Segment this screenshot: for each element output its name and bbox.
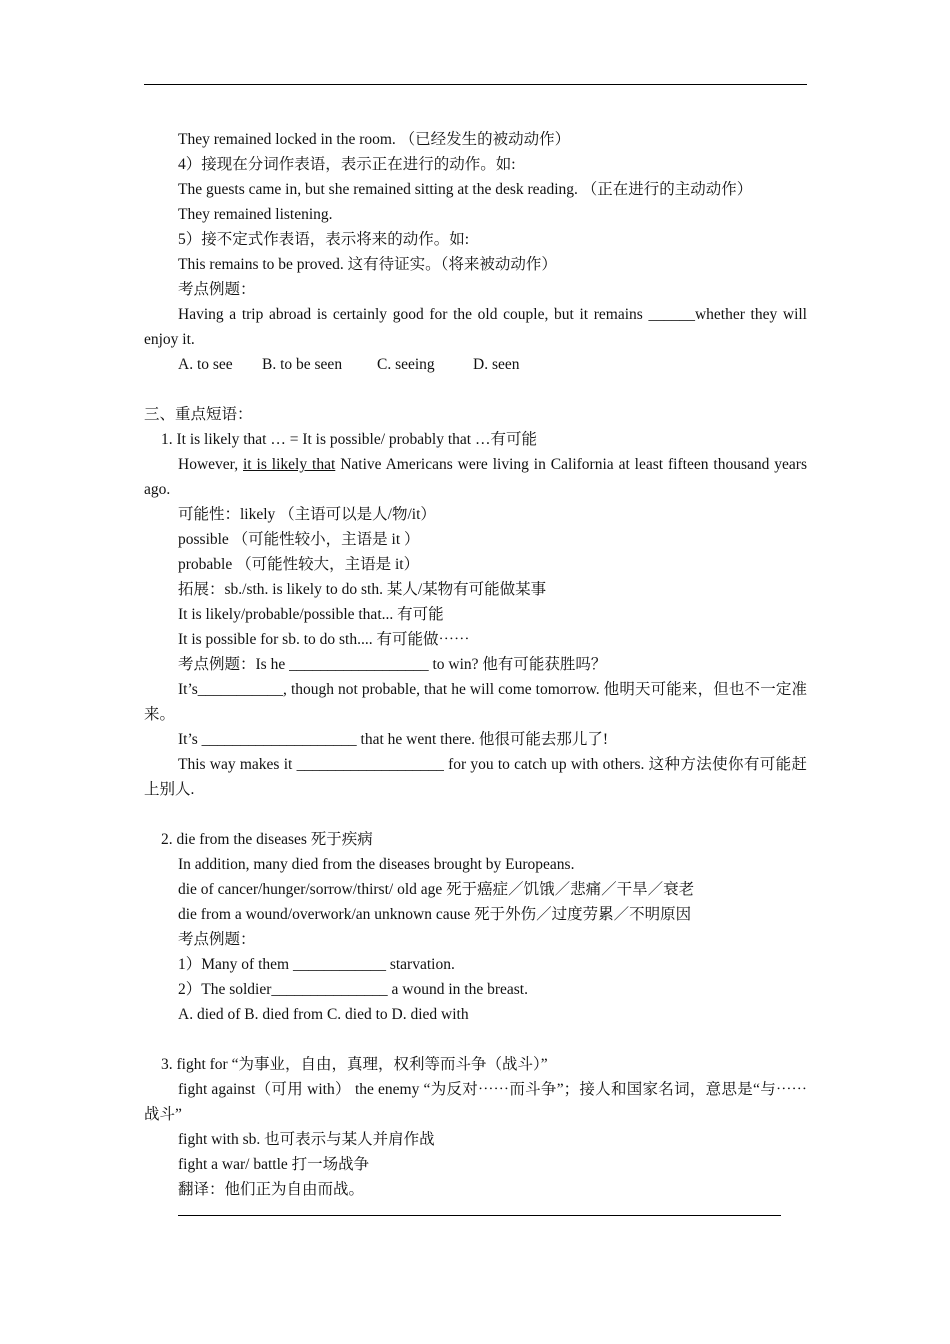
text-line: It is possible for sb. to do sth.... 有可能做⋯⋯: [178, 631, 470, 648]
option-c: C. seeing: [377, 356, 435, 373]
text-line: 1）Many of them ____________ starvation.: [178, 956, 455, 973]
text-line: fight a war/ battle 打一场战争: [178, 1156, 370, 1173]
answer-blank-line: [178, 1215, 781, 1216]
option-b: B. to be seen: [262, 356, 343, 373]
text-line: In addition, many died from the diseases brought by Europeans.: [178, 856, 575, 873]
text-line: possible （可能性较小，主语是 it ）: [178, 531, 420, 548]
answer-options: [144, 352, 807, 377]
underlined-phrase: it is likely that: [243, 456, 336, 473]
text-line: 考点例题：Is he __________________ to win? 他有可能获胜吗？: [178, 656, 607, 673]
text-line: probable （可能性较大，主语是 it）: [178, 556, 420, 573]
phrase-title: 1. It is likely that … = It is possible/ probably that …有可能: [161, 431, 537, 448]
exercise-label: 考点例题：: [178, 931, 256, 948]
answer-options: A. died of B. died from C. died to D. died with: [178, 1006, 469, 1023]
exercise-question: Having a trip abroad is certainly good for the old couple, but it remains ______whether they will enjoy it.: [144, 306, 807, 348]
option-d: D. seen: [473, 356, 520, 373]
exercise-label: 考点例题：: [178, 281, 256, 298]
text-line: 拓展：sb./sth. is likely to do sth. 某人/某物有可能做某事: [178, 581, 547, 598]
text-line: 可能性：likely （主语可以是人/物/it）: [178, 506, 436, 523]
text-line: This way makes it ___________________ for you to catch up with others. 这种方法使你有可能赶上别人.: [144, 756, 807, 798]
option-a: A. to see: [178, 356, 233, 373]
text-line: It’s ____________________ that he went there. 他很可能去那儿了!: [178, 731, 609, 748]
example-sentence: However, it is likely that Native Americans were living in California at least fifteen thousand years ago.: [144, 456, 807, 498]
header-rule: [144, 84, 807, 85]
phrase-title: 3. fight for “为事业，自由，真理，权利等而斗争（战斗）”: [161, 1056, 548, 1073]
text-line: 4）接现在分词作表语，表示正在进行的动作。如:: [178, 156, 516, 173]
text-line: It is likely/probable/possible that... 有可能: [178, 606, 444, 623]
text-line: They remained listening.: [178, 206, 333, 223]
text-line: die from a wound/overwork/an unknown cause 死于外伤／过度劳累／不明原因: [178, 906, 692, 923]
section-heading: 三、重点短语：: [144, 406, 253, 423]
text-line: It’s___________, though not probable, that he will come tomorrow. 他明天可能来，但也不一定准来。: [144, 681, 807, 723]
text-line: 2）The soldier_______________ a wound in the breast.: [178, 981, 528, 998]
text-line: die of cancer/hunger/sorrow/thirst/ old age 死于癌症／饥饿／悲痛／干旱／衰老: [178, 881, 695, 898]
translation-prompt: 翻译：他们正为自由而战。: [178, 1181, 365, 1198]
text-line: fight with sb. 也可表示与某人并肩作战: [178, 1131, 435, 1148]
text-line: They remained locked in the room. （已经发生的被动动作）: [178, 131, 571, 148]
text-line: This remains to be proved. 这有待证实。（将来被动动作）: [178, 256, 557, 273]
text-line: fight against（可用 with） the enemy “为反对⋯⋯而斗争”；接人和国家名词，意思是“与⋯⋯战斗”: [144, 1081, 807, 1123]
document-body: [144, 127, 807, 1202]
text-line: 5）接不定式作表语，表示将来的动作。如:: [178, 231, 470, 248]
phrase-title: 2. die from the diseases 死于疾病: [161, 831, 373, 848]
text-line: The guests came in, but she remained sitting at the desk reading. （正在进行的主动动作）: [178, 181, 753, 198]
